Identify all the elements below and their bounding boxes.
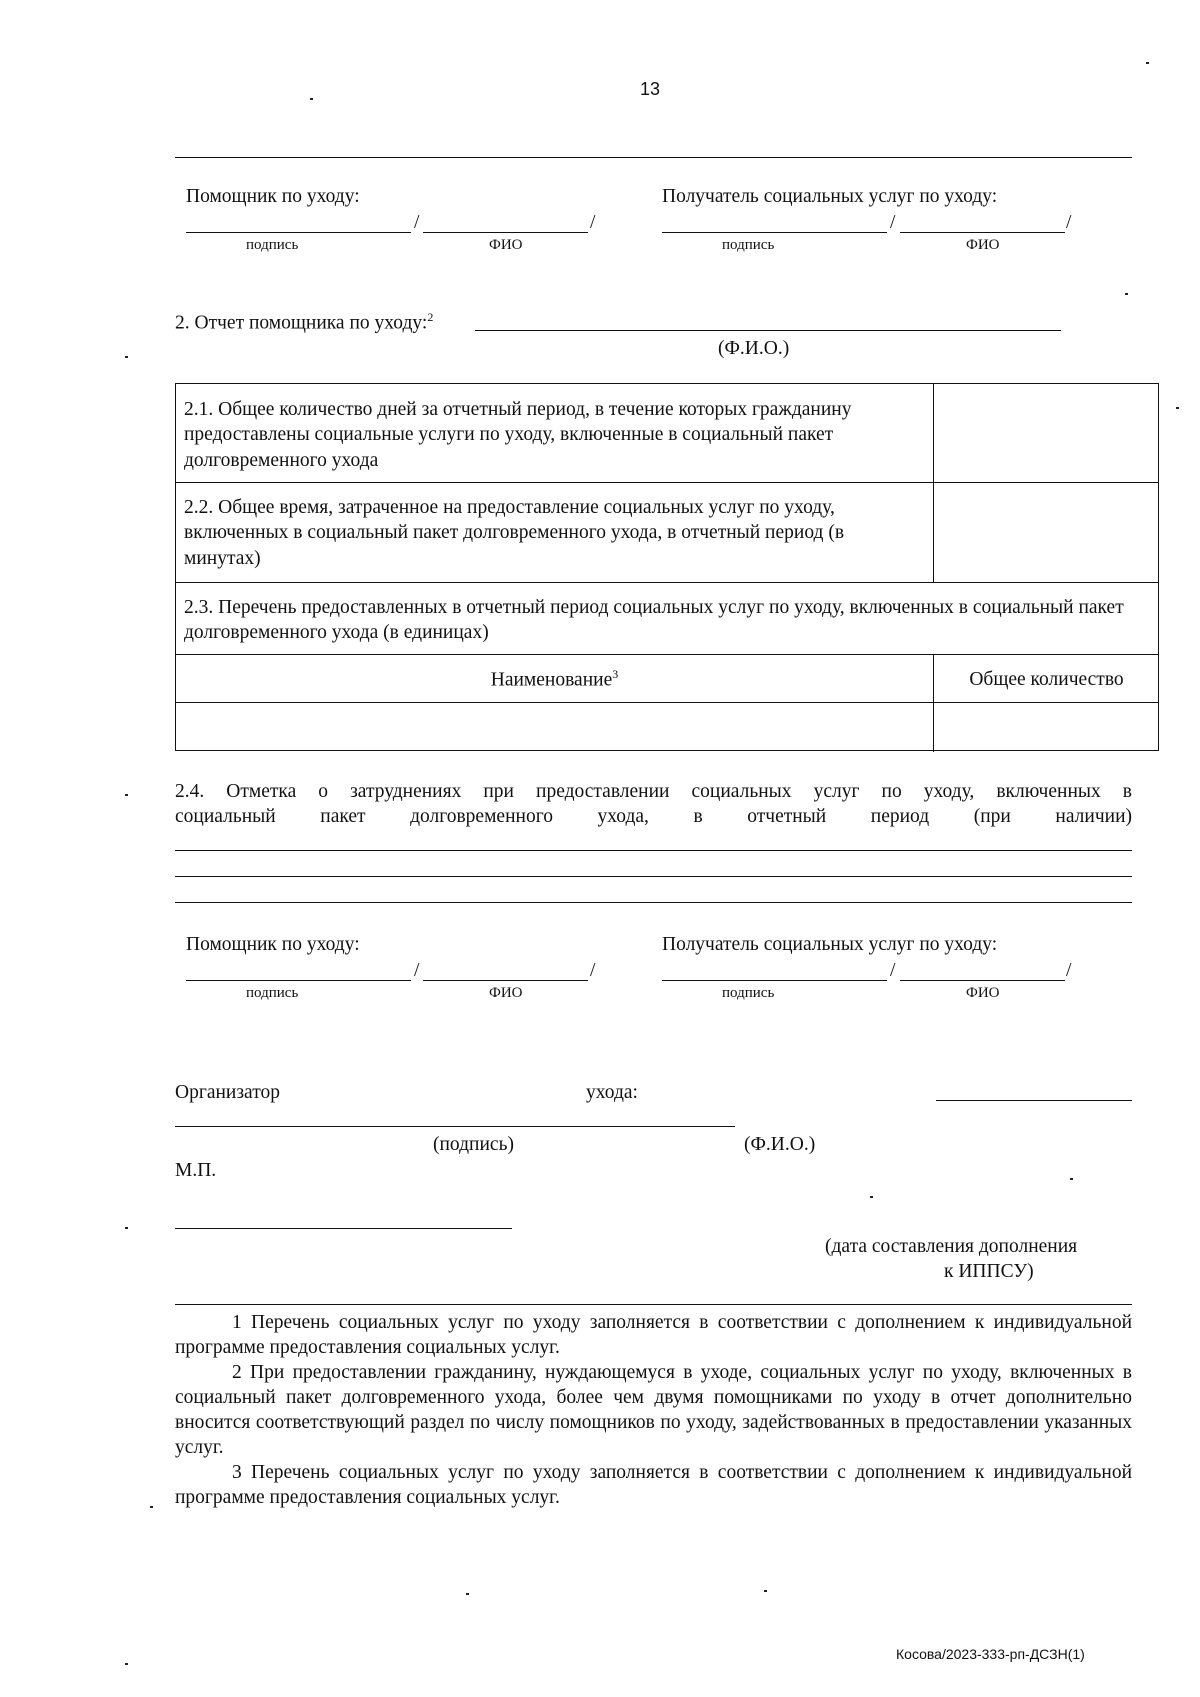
organizer-right-line[interactable] [936,1100,1132,1101]
footnote-ref-2: 2 [427,310,434,324]
footnote-2: 2 При предоставлении гражданину, нуждающемуся в уходе, социальных услуг по уходу, включенных в социальный пакет долговременного ухода, более чем двумя помощниками по уходу в отчет дополнительно вносится соответствующий раздел по числу помощников по уходу, задействованных в предоставлении указанных услуг. [175,1362,1132,1459]
scan-speck [466,1593,469,1595]
recipient-name-line-bottom[interactable] [900,980,1065,981]
row-2-2-text: 2.2. Общее время, затраченное на предоставление социальных услуг по уходу, включенных в социальный пакет долговременного ухода, в отчетный период (в минутах) [184,497,845,569]
scan-speck [870,1196,873,1198]
recipient-signature-line-bottom[interactable] [662,980,887,981]
organizer-label: Организатор [175,1082,280,1103]
slash-8: / [1066,960,1072,981]
row-2-1-text: 2.1. Общее количество дней за отчетный период, в течение которых гражданину предоставлены социальные услуги по уходу, включенные в социальный пакет долговременного ухода [184,399,852,471]
recipient-name-line-top[interactable] [900,232,1065,233]
scan-speck [1146,62,1149,64]
footnote-1: 1 Перечень социальных услуг по уходу заполняется в соответствии с дополнением к индивидуальной программе предоставления социальных услуг. [175,1312,1132,1359]
table-col-divider [933,384,934,582]
recipient-signature-caption-bottom: подпись [722,985,775,1001]
document-code: Косова/2023-333-рп-ДСЗН(1) [896,1646,1085,1662]
table-col-divider [933,654,934,752]
assistant-fio-line[interactable] [475,330,1061,331]
footnote-3: 3 Перечень социальных услуг по уходу заполняется в соответствии с дополнением к индивидуальной программе предоставления социальных услуг. [175,1462,1132,1509]
scan-speck [764,1590,767,1592]
page-number: 13 [640,79,661,99]
recipient-name-caption-top: ФИО [966,237,1000,253]
date-caption-line-2: к ИППСУ) [944,1261,1034,1282]
recipient-label-top: Получатель социальных услуг по уходу: [662,186,998,207]
organizer-label-care: ухода: [586,1082,638,1103]
date-caption-line-1: (дата составления дополнения [825,1236,1078,1257]
section-2-4-line-1: 2.4. Отметка о затруднениях при предоставлении социальных услуг по уходу, включенных в [175,781,1132,802]
scan-speck [125,1227,128,1229]
slash-7: / [890,960,896,981]
section-2-title [175,310,433,336]
assistant-fio-caption: (Ф.И.О.) [718,338,790,359]
date-line[interactable] [175,1228,512,1229]
row-2-1-value-cell[interactable] [935,384,1158,481]
scan-speck [1070,1178,1073,1180]
footnote-separator [175,1304,1132,1305]
assistant-signature-line-top[interactable] [186,232,411,233]
stamp-place: М.П. [175,1160,217,1181]
recipient-label-bottom: Получатель социальных услуг по уходу: [662,934,998,955]
row-2-3-text: 2.3. Перечень предоставленных в отчетный период социальных услуг по уходу, включенных в социальный пакет долговременного ухода (в единицах) [184,597,1124,644]
table-row-divider [176,654,1158,655]
section-2-4-line-2: социальный пакет долговременного ухода, в отчетный период (при наличии) [175,806,1132,827]
service-name-cell[interactable] [176,704,932,750]
row-2-2-value-cell[interactable] [935,484,1158,581]
assistant-name-caption-bottom: ФИО [489,985,523,1001]
column-header-name [176,667,933,693]
top-rule [175,157,1132,158]
assistant-name-caption-top: ФИО [489,237,523,253]
recipient-signature-line-top[interactable] [662,232,887,233]
slash-6: / [590,960,596,981]
slash-5: / [414,960,420,981]
organizer-fio-caption: (Ф.И.О.) [744,1134,816,1155]
slash-2: / [590,212,596,233]
assistant-label-bottom: Помощник по уходу: [186,934,360,955]
section-2-title-text: 2. Отчет помощника по уходу: [175,312,428,334]
assistant-signature-caption-bottom: подпись [246,985,299,1001]
slash-3: / [890,212,896,233]
column-header-name-text: Наименование [490,669,613,691]
service-total-cell[interactable] [935,704,1158,750]
scan-speck [125,794,128,796]
scan-speck [310,98,313,100]
scan-speck [125,356,128,358]
recipient-name-caption-bottom: ФИО [966,985,1000,1001]
table-row-divider [176,482,1158,483]
assistant-name-line-top[interactable] [423,232,588,233]
scan-speck [125,1663,128,1665]
difficulties-line-3[interactable] [175,902,1132,903]
recipient-signature-caption-top: подпись [722,237,775,253]
assistant-signature-caption-top: подпись [246,237,299,253]
scan-speck [1125,293,1128,295]
slash-4: / [1066,212,1072,233]
table-row-divider [176,582,1158,583]
footnote-ref-3: 3 [612,667,619,681]
slash-1: / [414,212,420,233]
scan-speck [150,1506,153,1508]
column-header-total: Общее количество [969,669,1124,690]
assistant-name-line-bottom[interactable] [423,980,588,981]
assistant-label-top: Помощник по уходу: [186,186,360,207]
assistant-signature-line-bottom[interactable] [186,980,411,981]
difficulties-line-2[interactable] [175,876,1132,877]
table-row-divider [176,702,1158,703]
report-table [175,383,1159,751]
difficulties-line-1[interactable] [175,850,1132,851]
scan-speck [1176,407,1179,409]
organizer-signature-line[interactable] [175,1126,735,1127]
organizer-signature-caption: (подпись) [433,1134,514,1155]
